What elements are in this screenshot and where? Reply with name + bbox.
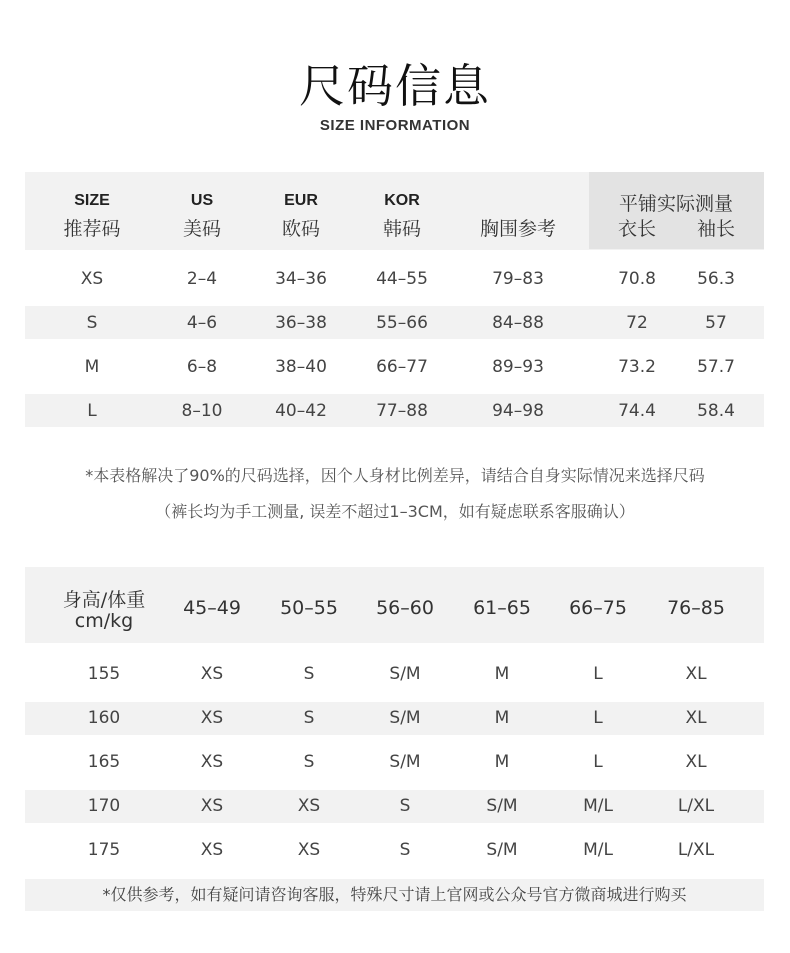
header-eur-en: EUR [284, 192, 318, 209]
hw-table-cell: XS [200, 752, 224, 772]
note-line-1: *本表格解决了90%的尺码选择，因个人身材比例差异，请结合自身实际情况来选择尺码 [85, 466, 705, 485]
hw-table-cell: S/M [486, 840, 518, 860]
hw-table-cell: XS [200, 796, 224, 816]
hw-table-cell: XL [685, 708, 707, 728]
hw-table-cell: S [399, 796, 411, 816]
note-line-2: （裤长均为手工测量, 误差不超过1–3CM，如有疑虑联系客服确认） [155, 502, 635, 521]
size-table-cell: 44–55 [376, 269, 428, 289]
header-eur-cn: 欧码 [281, 218, 321, 240]
header-size-cn: 推荐码 [63, 218, 121, 240]
size-table-cell: 40–42 [275, 401, 327, 421]
hw-table-cell: 165 [87, 752, 121, 772]
hw-table-cell: L [593, 708, 603, 728]
header-bust-cn: 胸围参考 [479, 218, 557, 240]
size-table-cell: 56.3 [697, 269, 735, 289]
hw-table-cell: XS [297, 796, 321, 816]
hw-table-cell: 170 [87, 796, 121, 816]
size-table-cell: 2–4 [186, 269, 218, 289]
size-table-cell: 55–66 [376, 313, 428, 333]
size-table-cell: 66–77 [376, 357, 428, 377]
hw-table-cell: 160 [87, 708, 121, 728]
size-table-cell: XS [80, 269, 104, 289]
hw-table-cell: S [303, 664, 315, 684]
header-us-cn: 美码 [182, 218, 222, 240]
size-table-cell: 70.8 [618, 269, 656, 289]
hw-table-cell: S/M [486, 796, 518, 816]
hw-table-cell: XL [685, 752, 707, 772]
page-subtitle: SIZE INFORMATION [319, 117, 471, 134]
size-table-cell: 84–88 [492, 313, 544, 333]
hw-table-cell: XS [297, 840, 321, 860]
hw-table-cell: S/M [389, 708, 421, 728]
size-table-cell: 77–88 [376, 401, 428, 421]
hw-table-cell: L [593, 664, 603, 684]
hw-table-cell: 175 [87, 840, 121, 860]
header-us-en: US [190, 192, 214, 209]
size-table-cell: 4–6 [186, 313, 218, 333]
hw-table-cell: XS [200, 708, 224, 728]
hw-weight-header: 61–65 [473, 597, 531, 619]
size-table-cell: 89–93 [492, 357, 544, 377]
size-table-cell: M [84, 357, 100, 377]
hw-table-cell: S [303, 708, 315, 728]
header-kor-cn: 韩码 [382, 218, 422, 240]
page-title: 尺码信息 [299, 59, 491, 113]
hw-corner-line-2: cm/kg [74, 610, 134, 632]
size-table-cell: 36–38 [275, 313, 327, 333]
table-row-stripe [25, 790, 764, 823]
header-sleeve: 袖长 [696, 218, 736, 240]
hw-table-cell: M [494, 708, 510, 728]
hw-weight-header: 45–49 [183, 597, 241, 619]
size-table-cell: 74.4 [618, 401, 656, 421]
size-table-cell: 94–98 [492, 401, 544, 421]
hw-table-cell: M/L [583, 840, 613, 860]
size-table-cell: 57 [705, 313, 727, 333]
size-table-cell: 8–10 [181, 401, 223, 421]
size-table-cell: 73.2 [618, 357, 656, 377]
size-table-cell: 79–83 [492, 269, 544, 289]
hw-table-cell: L/XL [677, 840, 715, 860]
hw-table-cell: M [494, 752, 510, 772]
hw-table-cell: S [399, 840, 411, 860]
hw-weight-header: 50–55 [280, 597, 338, 619]
header-size-en: SIZE [74, 192, 110, 209]
footer-note: *仅供参考，如有疑问请咨询客服，特殊尺寸请上官网或公众号官方微商城进行购买 [25, 879, 764, 911]
size-table-cell: 72 [626, 313, 648, 333]
hw-weight-header: 56–60 [376, 597, 434, 619]
hw-weight-header: 66–75 [569, 597, 627, 619]
hw-table-cell: M/L [583, 796, 613, 816]
hw-table-cell: S [303, 752, 315, 772]
hw-table-cell: M [494, 664, 510, 684]
hw-table-cell: L [593, 752, 603, 772]
hw-table-cell: L/XL [677, 796, 715, 816]
hw-table-cell: XS [200, 664, 224, 684]
header-measure-title: 平铺实际测量 [618, 193, 734, 215]
size-table-cell: 6–8 [186, 357, 218, 377]
size-table-cell: L [87, 401, 97, 421]
size-table-cell: 34–36 [275, 269, 327, 289]
size-table-cell: 57.7 [697, 357, 735, 377]
size-table-cell: S [86, 313, 98, 333]
hw-table-cell: S/M [389, 664, 421, 684]
size-table-cell: 58.4 [697, 401, 735, 421]
size-table-cell: 38–40 [275, 357, 327, 377]
hw-weight-header: 76–85 [667, 597, 725, 619]
hw-table-cell: XL [685, 664, 707, 684]
hw-table-cell: XS [200, 840, 224, 860]
hw-table-cell: 155 [87, 664, 121, 684]
hw-corner-line-1: 身高/体重 [62, 589, 146, 611]
header-kor-en: KOR [384, 192, 420, 209]
header-length: 衣长 [617, 218, 657, 240]
hw-table-cell: S/M [389, 752, 421, 772]
